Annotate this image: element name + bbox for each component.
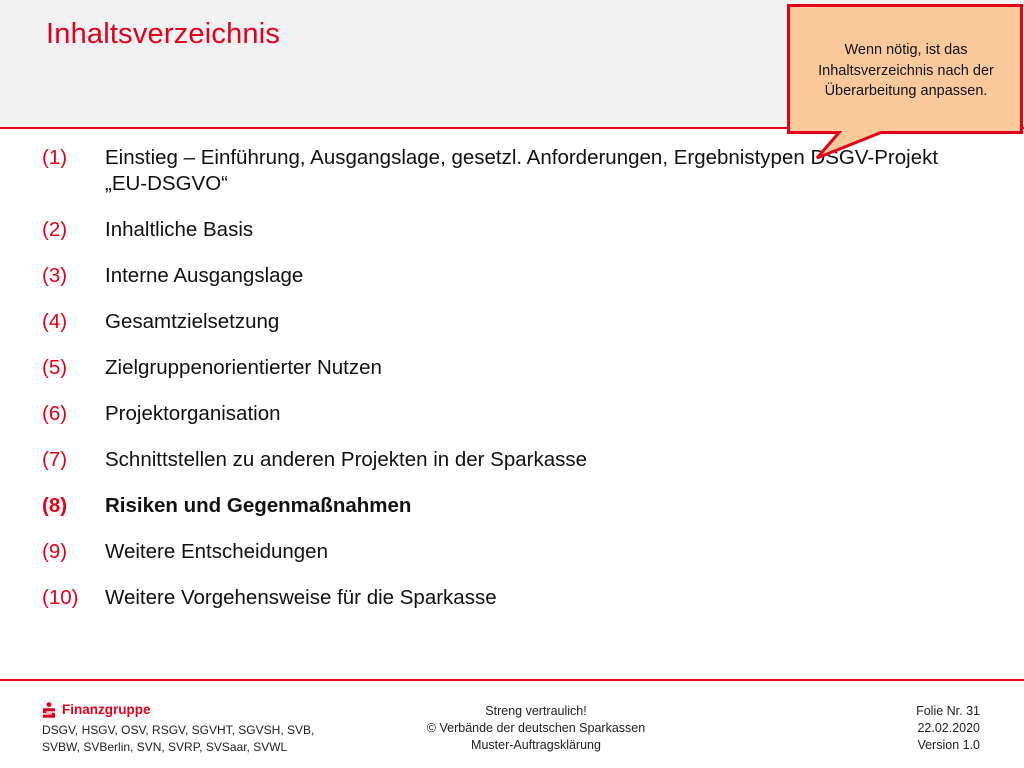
logo-associations-line-1: DSGV, HSGV, OSV, RSGV, SGVHT, SGVSH, SVB, xyxy=(42,723,315,737)
toc-item-number: (1) xyxy=(42,146,68,169)
toc-item-number: (2) xyxy=(42,218,68,241)
slide-version: Version 1.0 xyxy=(917,738,980,752)
toc-item-7 xyxy=(42,447,982,473)
logo-brand-text: Finanzgruppe xyxy=(62,702,151,717)
toc-item-text: Schnittstellen zu anderen Projekten in der Sparkasse xyxy=(105,448,588,471)
footer-confidentiality xyxy=(386,703,686,754)
footer-confidential-label: Streng vertraulich! xyxy=(485,704,587,718)
page-title: Inhaltsverzeichnis xyxy=(46,18,281,50)
toc-item-number: (6) xyxy=(42,402,68,425)
toc-item-number: (7) xyxy=(42,448,68,471)
footer-divider xyxy=(0,679,1024,681)
toc-item-text: Risiken und Gegenmaßnahmen xyxy=(105,494,412,517)
logo-associations-line-2: SVBW, SVBerlin, SVN, SVRP, SVSaar, SVWL xyxy=(42,740,288,754)
toc-item-number: (5) xyxy=(42,356,68,379)
toc-item-5 xyxy=(42,355,982,381)
callout-text: Wenn nötig, ist das Inhaltsverzeichnis nach der Überarbeitung anpassen. xyxy=(818,42,994,99)
toc-item-2 xyxy=(42,217,982,243)
toc-item-4 xyxy=(42,309,982,335)
toc-item-number: (9) xyxy=(42,540,68,563)
footer-slide-info xyxy=(860,703,980,754)
toc-item-10 xyxy=(42,585,982,611)
slide-number: Folie Nr. 31 xyxy=(916,704,980,718)
toc-item-number: (10) xyxy=(42,586,79,609)
footer-document-name: Muster-Auftragsklärung xyxy=(471,738,601,752)
toc-item-text: Weitere Entscheidungen xyxy=(105,540,328,563)
toc-item-8-current xyxy=(42,493,982,519)
toc-item-text: Weitere Vorgehensweise für die Sparkasse xyxy=(105,586,497,609)
toc-item-text: Zielgruppenorientierter Nutzen xyxy=(105,356,382,379)
toc-item-6 xyxy=(42,401,982,427)
slide-date: 22.02.2020 xyxy=(917,721,980,735)
toc-item-number: (8) xyxy=(42,494,68,517)
table-of-contents xyxy=(42,145,982,631)
sparkasse-s-icon xyxy=(42,702,56,718)
toc-item-number: (4) xyxy=(42,310,68,333)
toc-item-3 xyxy=(42,263,982,289)
speech-bubble-callout xyxy=(787,4,1023,184)
toc-item-text: Einstieg – Einführung, Ausgangslage, gesetzl. Anforderungen, Ergebnistypen DSGV-Projekt „EU-DSGVO“ xyxy=(105,146,939,195)
toc-item-text: Gesamtzielsetzung xyxy=(105,310,280,333)
toc-item-text: Projektorganisation xyxy=(105,402,281,425)
toc-item-number: (3) xyxy=(42,264,68,287)
footer-copyright: © Verbände der deutschen Sparkassen xyxy=(426,721,646,735)
toc-item-text: Interne Ausgangslage xyxy=(105,264,304,287)
toc-item-9 xyxy=(42,539,982,565)
toc-item-text: Inhaltliche Basis xyxy=(105,218,254,241)
